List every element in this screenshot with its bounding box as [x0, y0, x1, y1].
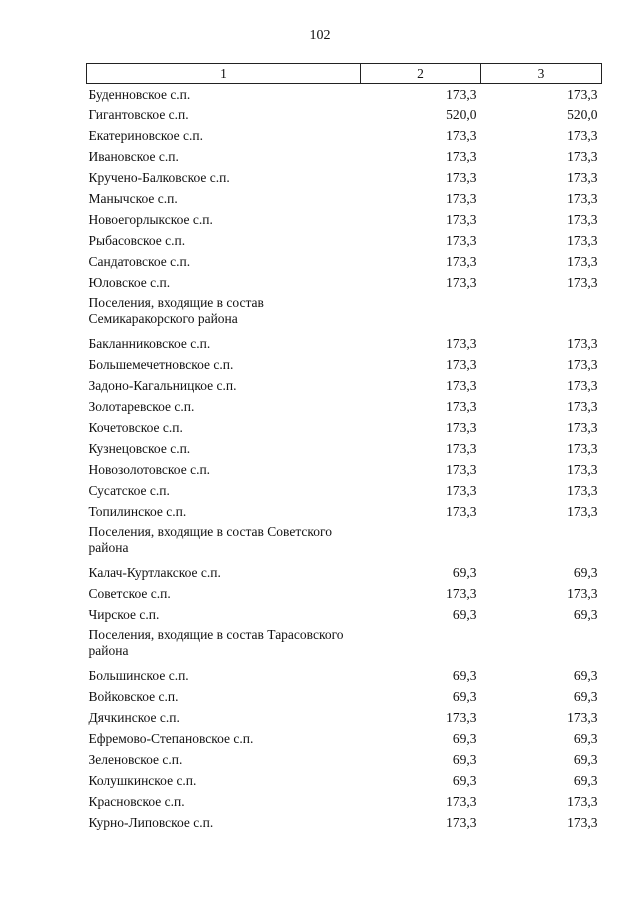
value-col-3: 173,3: [567, 441, 598, 456]
column-header-2: 2: [361, 64, 481, 84]
header-row: [87, 64, 602, 84]
settlement-name: Сандатовское с.п.: [88, 254, 191, 269]
value-col-3: 173,3: [567, 233, 598, 248]
value-col-2: 173,3: [446, 441, 477, 456]
settlement-name: Новоегорлыкское с.п.: [88, 212, 213, 227]
settlement-name: Красновское с.п.: [88, 794, 185, 809]
settlement-name: Юловское с.п.: [88, 275, 171, 290]
value-col-2: 173,3: [446, 815, 477, 830]
value-col-3: 69,3: [573, 752, 598, 767]
table-row: [87, 251, 602, 272]
value-col-3: 173,3: [567, 170, 598, 185]
settlement-name: Ефремово-Степановское с.п.: [88, 731, 254, 746]
value-col-2: 173,3: [446, 275, 477, 290]
value-col-2: 69,3: [452, 731, 477, 746]
table-row: [87, 812, 602, 833]
settlement-name: Буденновское с.п.: [88, 86, 191, 102]
table-row: [87, 791, 602, 812]
settlement-name: Чирское с.п.: [88, 607, 160, 622]
value-col-2: 69,3: [452, 607, 477, 622]
settlement-name: Рыбасовское с.п.: [88, 233, 186, 248]
value-col-3: 173,3: [567, 336, 598, 351]
settlement-name: Калач-Куртлакское с.п.: [88, 565, 221, 580]
value-col-2: 173,3: [446, 586, 477, 601]
value-col-3: 173,3: [567, 794, 598, 809]
value-col-2: 173,3: [446, 357, 477, 372]
settlement-name: Бакланниковское с.п.: [88, 336, 211, 351]
table-row: [87, 728, 602, 749]
value-col-2: 173,3: [446, 504, 477, 519]
settlement-name: Войковское с.п.: [88, 689, 179, 704]
value-col-2: 173,3: [446, 191, 477, 206]
empty-cell: [481, 625, 602, 665]
settlement-name: Гигантовское с.п.: [88, 107, 189, 122]
value-col-3: 69,3: [573, 668, 598, 683]
value-col-3: 173,3: [567, 149, 598, 164]
value-col-2: 173,3: [446, 399, 477, 414]
value-col-3: 173,3: [567, 212, 598, 227]
empty-cell: [361, 522, 481, 562]
table-row: [87, 209, 602, 230]
value-col-3: 69,3: [573, 607, 598, 622]
settlement-name: Ивановское с.п.: [88, 149, 179, 164]
value-col-3: 173,3: [567, 586, 598, 601]
settlement-name: Колушкинское с.п.: [88, 773, 197, 788]
group-heading-row: [87, 293, 602, 333]
value-col-3: 173,3: [567, 275, 598, 290]
empty-cell: [361, 293, 481, 333]
value-col-3: 173,3: [567, 504, 598, 519]
table-row: [87, 396, 602, 417]
value-col-3: 173,3: [567, 710, 598, 725]
settlement-name: Новозолотовское с.п.: [88, 462, 211, 477]
value-col-2: 69,3: [452, 689, 477, 704]
table-row: [87, 501, 602, 522]
group-heading-row: [87, 625, 602, 665]
group-heading: Поселения, входящие в состав Семикаракорского района: [88, 295, 264, 326]
group-heading: Поселения, входящие в состав Тарасовского района: [88, 627, 344, 658]
table-row: [87, 104, 602, 125]
empty-cell: [361, 625, 481, 665]
column-header-1: 1: [87, 64, 361, 84]
table-row: [87, 333, 602, 354]
value-col-2: 173,3: [446, 212, 477, 227]
table-row: [87, 230, 602, 251]
table-row: [87, 480, 602, 501]
settlement-name: Екатериновское с.п.: [88, 128, 203, 143]
value-col-3: 173,3: [567, 357, 598, 372]
value-col-3: 173,3: [567, 191, 598, 206]
value-col-2: 69,3: [452, 752, 477, 767]
table-row: [87, 749, 602, 770]
table-row: [87, 188, 602, 209]
table-row: [87, 459, 602, 480]
table-row: [87, 770, 602, 791]
value-col-2: 173,3: [446, 420, 477, 435]
table-row: [87, 438, 602, 459]
value-col-3: 69,3: [573, 565, 598, 580]
group-heading-row: [87, 522, 602, 562]
table-row: [87, 665, 602, 686]
value-col-2: 173,3: [446, 483, 477, 498]
value-col-3: 69,3: [573, 689, 598, 704]
value-col-3: 173,3: [567, 483, 598, 498]
settlements-table: [86, 63, 602, 833]
value-col-3: 69,3: [573, 731, 598, 746]
value-col-3: 173,3: [567, 462, 598, 477]
settlement-name: Задоно-Кагальницкое с.п.: [88, 378, 237, 393]
table-row: [87, 707, 602, 728]
settlement-name: Советское с.п.: [88, 586, 171, 601]
value-col-2: 173,3: [446, 378, 477, 393]
settlement-name: Золотаревское с.п.: [88, 399, 195, 414]
value-col-2: 173,3: [446, 794, 477, 809]
value-col-2: 173,3: [446, 233, 477, 248]
table-row: [87, 272, 602, 293]
value-col-2: 69,3: [452, 773, 477, 788]
value-col-2: 173,3: [446, 254, 477, 269]
settlement-name: Сусатское с.п.: [88, 483, 170, 498]
value-col-2: 69,3: [452, 668, 477, 683]
value-col-3: 173,3: [567, 399, 598, 414]
table-row: [87, 604, 602, 625]
table-row: [87, 562, 602, 583]
value-col-3: 173,3: [567, 254, 598, 269]
value-col-3: 173,3: [567, 128, 598, 143]
settlement-name: Кузнецовское с.п.: [88, 441, 191, 456]
settlement-name: Курно-Липовское с.п.: [88, 815, 214, 830]
value-col-2: 173,3: [446, 336, 477, 351]
settlement-name: Манычское с.п.: [88, 191, 178, 206]
empty-cell: [481, 522, 602, 562]
value-col-2: 173,3: [446, 86, 477, 102]
settlement-name: Дячкинское с.п.: [88, 710, 180, 725]
table-row: [87, 125, 602, 146]
value-col-2: 173,3: [446, 149, 477, 164]
settlement-name: Кручено-Балковское с.п.: [88, 170, 230, 185]
empty-cell: [481, 293, 602, 333]
value-col-2: 173,3: [446, 170, 477, 185]
value-col-3: 69,3: [573, 773, 598, 788]
group-heading: Поселения, входящие в состав Советского района: [88, 524, 332, 555]
table-row: [87, 84, 602, 105]
value-col-2: 173,3: [446, 710, 477, 725]
table-row: [87, 583, 602, 604]
value-col-3: 173,3: [567, 86, 598, 102]
value-col-2: 520,0: [446, 107, 477, 122]
value-col-3: 173,3: [567, 420, 598, 435]
column-header-3: 3: [481, 64, 602, 84]
settlement-name: Зеленовское с.п.: [88, 752, 183, 767]
settlement-name: Большинское с.п.: [88, 668, 189, 683]
table-body: [87, 84, 602, 834]
value-col-3: 173,3: [567, 815, 598, 830]
value-col-2: 173,3: [446, 128, 477, 143]
value-col-2: 173,3: [446, 462, 477, 477]
table-row: [87, 417, 602, 438]
table-row: [87, 686, 602, 707]
table-header: [87, 64, 602, 84]
value-col-3: 520,0: [567, 107, 598, 122]
settlement-name: Кочетовское с.п.: [88, 420, 183, 435]
table-row: [87, 146, 602, 167]
value-col-3: 173,3: [567, 378, 598, 393]
table-row: [87, 375, 602, 396]
page-number: 102: [309, 28, 331, 43]
table-row: [87, 354, 602, 375]
value-col-2: 69,3: [452, 565, 477, 580]
settlement-name: Топилинское с.п.: [88, 504, 187, 519]
settlement-name: Большемечетновское с.п.: [88, 357, 234, 372]
table-row: [87, 167, 602, 188]
